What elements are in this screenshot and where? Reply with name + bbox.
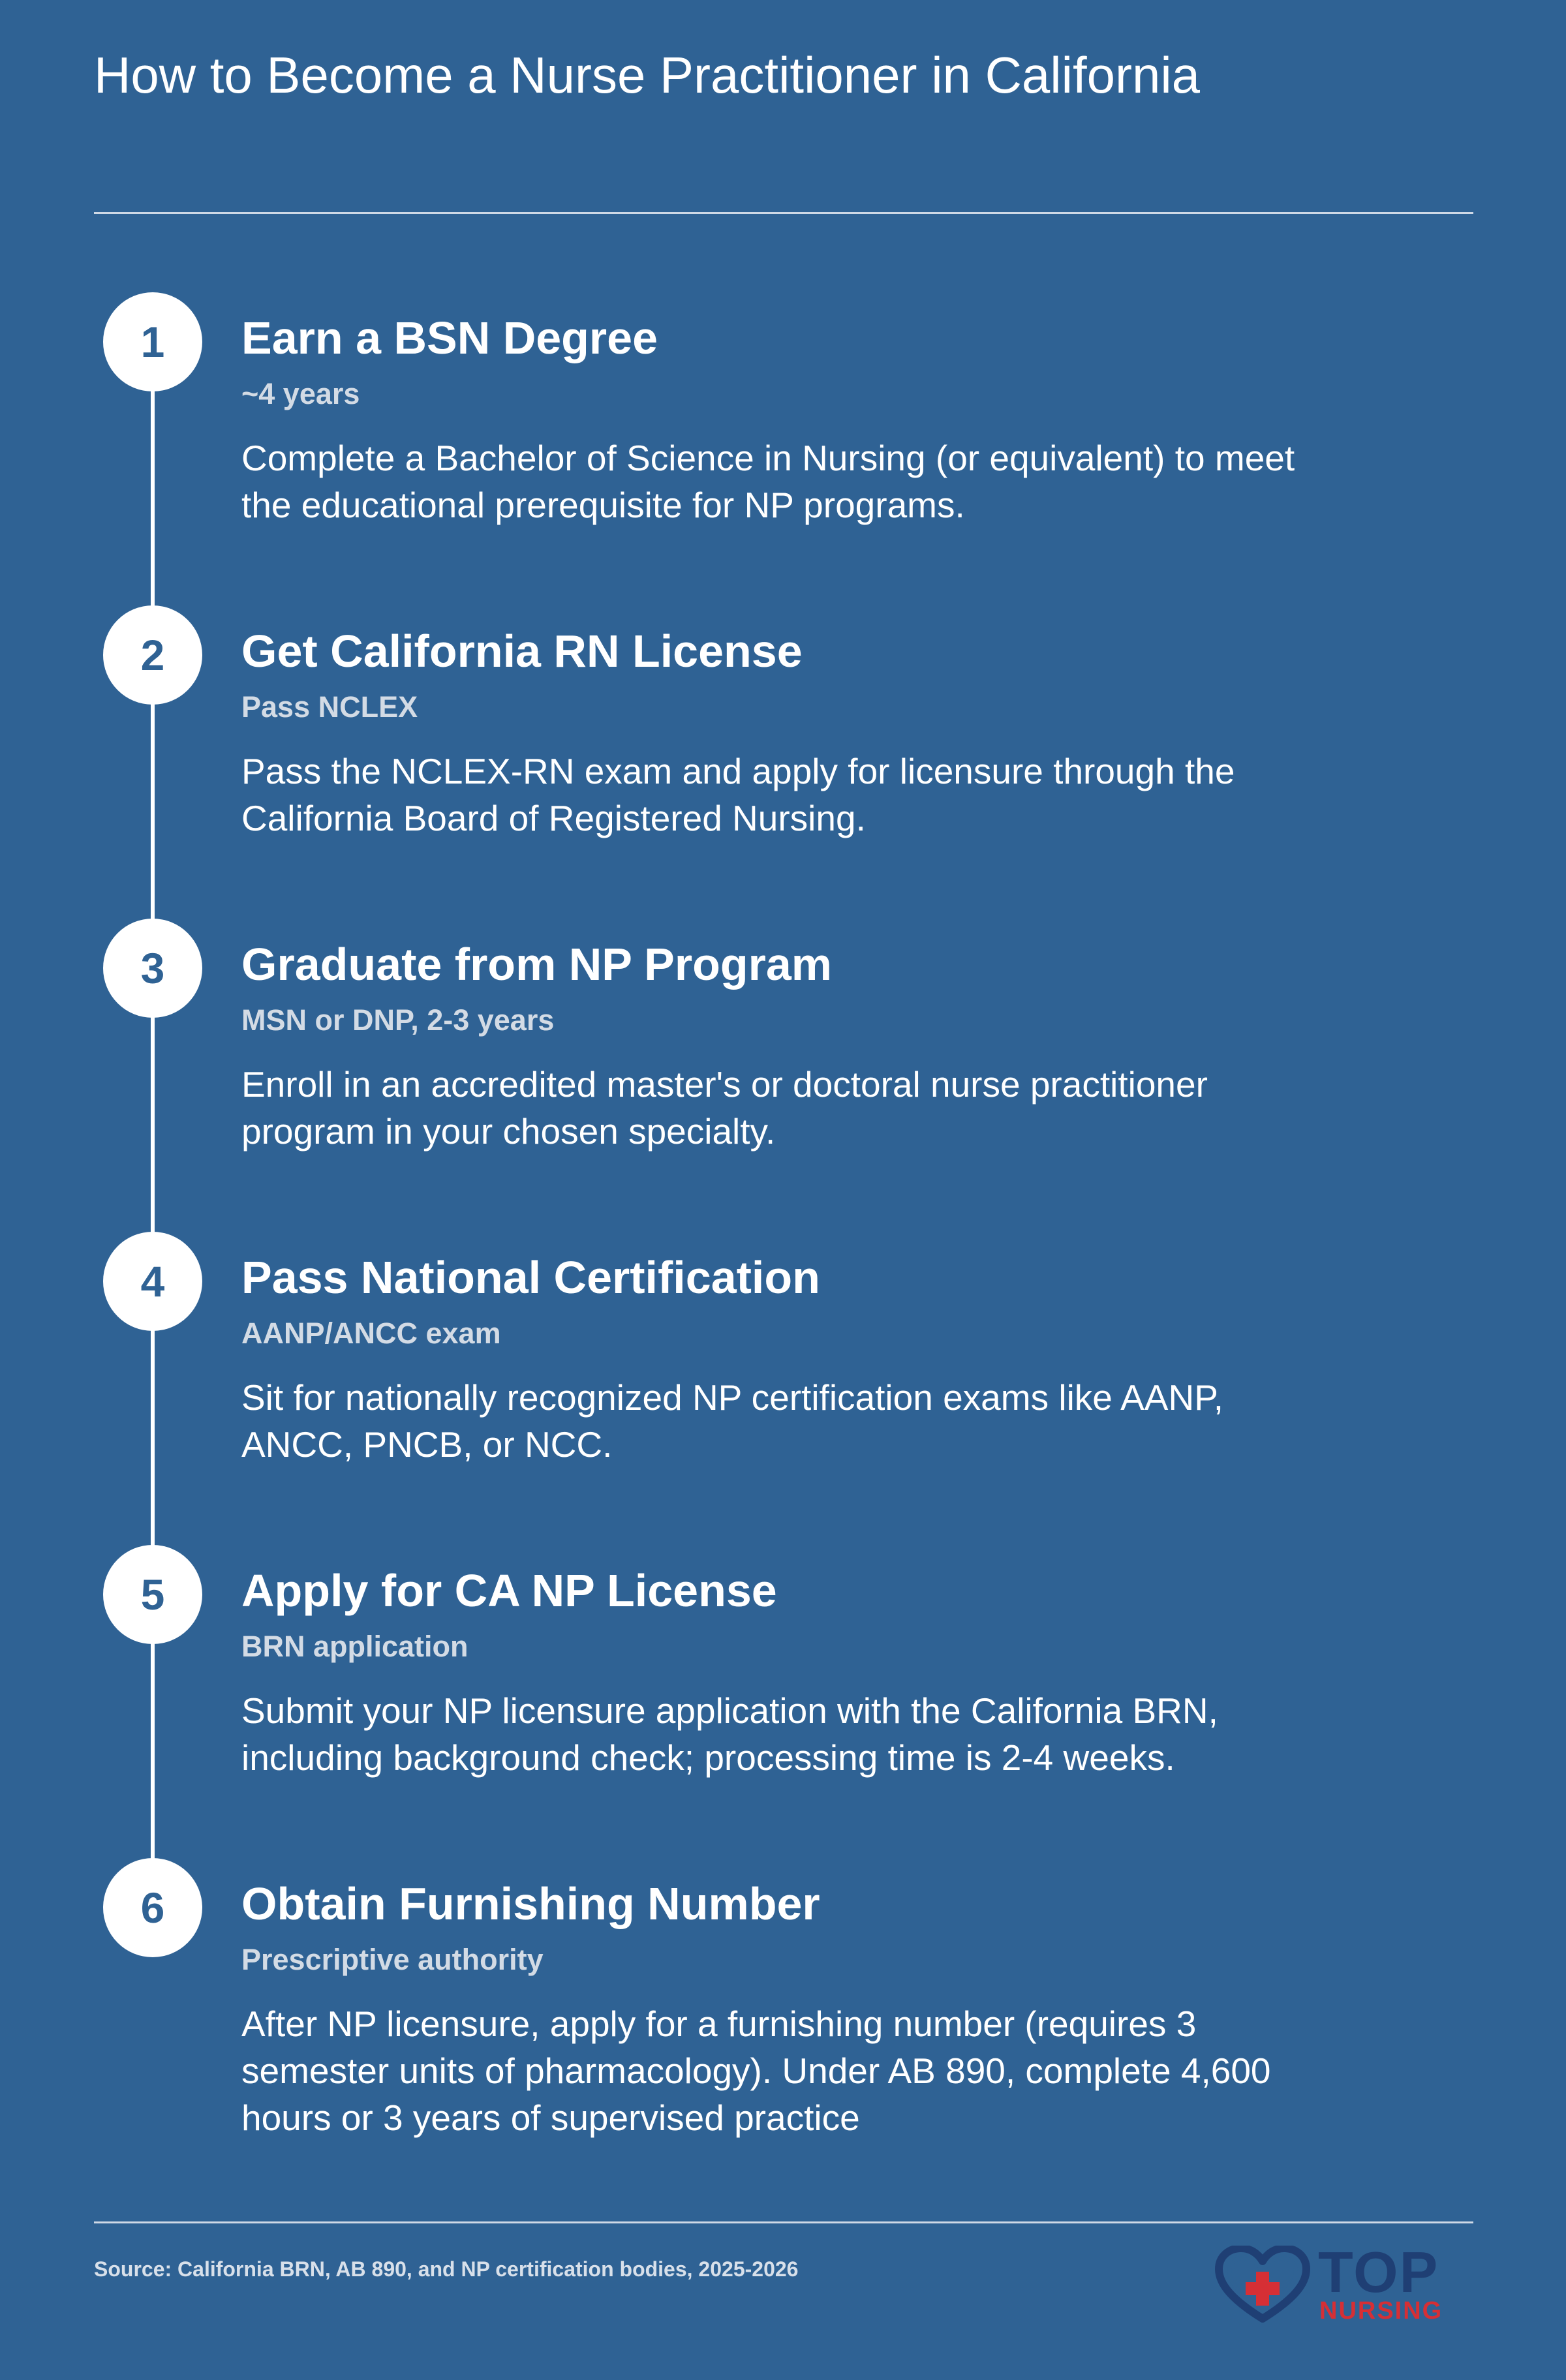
step-title: Obtain Furnishing Number	[241, 1878, 820, 1929]
footer-divider	[94, 2221, 1473, 2223]
step-title: Apply for CA NP License	[241, 1565, 777, 1616]
source-note: Source: California BRN, AB 890, and NP certification bodies, 2025-2026	[94, 2257, 799, 2281]
step-description: Pass the NCLEX-RN exam and apply for licensure through the California Board of Registered Nursing.	[241, 751, 1235, 838]
step-number-badge: 6	[103, 1858, 202, 1957]
step-subtitle: ~4 years	[241, 377, 360, 410]
step-subtitle: Prescriptive authority	[241, 1943, 544, 1976]
heart-cross-icon	[1215, 2246, 1310, 2324]
step-subtitle: MSN or DNP, 2-3 years	[241, 1003, 555, 1037]
page-title: How to Become a Nurse Practitioner in California	[94, 46, 1201, 104]
step-title: Get California RN License	[241, 626, 803, 677]
step-6	[0, 1858, 1566, 2145]
step-subtitle: Pass NCLEX	[241, 690, 418, 724]
step-description: Complete a Bachelor of Science in Nursing (or equivalent) to meet the educational prerequisite for NP programs.	[241, 438, 1295, 525]
step-title: Graduate from NP Program	[241, 939, 833, 990]
step-number-badge: 3	[103, 919, 202, 1018]
step-description: After NP licensure, apply for a furnishing number (requires 3 semester units of pharmacology). Under AB 890, complete 4,600 hours or 3 years of supervised practice	[241, 2004, 1271, 2138]
step-4	[0, 1232, 1566, 1519]
step-3	[0, 919, 1566, 1206]
top-nursing-logo	[1215, 2240, 1476, 2325]
step-title: Pass National Certification	[241, 1252, 820, 1303]
step-number-badge: 1	[103, 292, 202, 391]
step-subtitle: BRN application	[241, 1630, 468, 1663]
step-2	[0, 605, 1566, 892]
logo-wordmark-bottom: NURSING	[1319, 2297, 1443, 2325]
logo-wordmark-top: TOP	[1318, 2240, 1439, 2304]
step-title: Earn a BSN Degree	[241, 313, 658, 363]
step-description: Sit for nationally recognized NP certification exams like AANP, ANCC, PNCB, or NCC.	[241, 1377, 1224, 1465]
step-number-badge: 4	[103, 1232, 202, 1331]
step-1	[0, 292, 1566, 579]
title-divider	[94, 212, 1473, 214]
step-description: Enroll in an accredited master's or doctoral nurse practitioner program in your chosen specialty.	[241, 1064, 1208, 1152]
step-subtitle: AANP/ANCC exam	[241, 1317, 501, 1350]
step-number-badge: 5	[103, 1545, 202, 1644]
step-5	[0, 1545, 1566, 1832]
step-description: Submit your NP licensure application with the California BRN, including background check; processing time is 2-4 weeks.	[241, 1690, 1218, 1778]
step-number-badge: 2	[103, 605, 202, 705]
